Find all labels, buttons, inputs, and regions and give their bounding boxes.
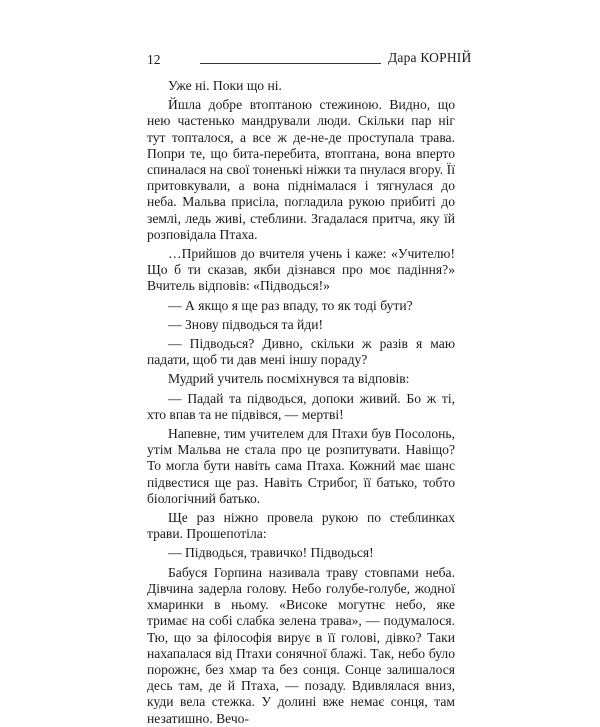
paragraph: Ще раз ніжно провела рукою по стеблинках трави. Прошепотіла:	[147, 510, 455, 542]
paragraph: …Прийшов до вчителя учень і каже: «Учителю! Що б ти сказав, якби дізнався про моє падіння?» Вчитель відповів: «Підводься!»	[147, 246, 455, 294]
body-text	[147, 78, 455, 727]
paragraph: — А якщо я ще раз впаду, то як тоді бути?	[168, 297, 413, 313]
paragraph: — Знову підводься та йди!	[168, 316, 324, 332]
paragraph: Уже ні. Поки що ні.	[168, 78, 282, 93]
paragraph: Бабуся Горпина називала траву стовпами неба. Дівчина задерла голову. Небо голубе-голубе, жодної хмаринки в ньому. «Високе могутнє небо, яке тримає на собі слабка зелена трава», — подумалося. Тю, що за філософія вирує в її голові, дівко? Таки нахапалася від Птахи сонячної блажі. Так, небо було порожнє, без хмар та без сонця. Сонце залишалося десь там, де й Птаха, — позаду. Вдивлялася вниз, куди вела стежка. У долині вже немає сонця, там незатишно. Вечо-	[147, 564, 455, 726]
paragraph: — Падай та підводься, допоки живий. Бо ж ті, хто впав та не підвівся, — мертві!	[147, 390, 455, 422]
running-head-author: Дара КОРНІЙ	[388, 50, 472, 65]
header-rule	[200, 63, 381, 64]
paragraph: — Підводься, травичко! Підводься!	[168, 545, 374, 561]
page-number: 12	[147, 52, 161, 67]
paragraph: Напевне, тим учителем для Птахи був Посолонь, утім Мальва не стала про це розпитувати. Навіщо? То могла бути навіть сама Птаха. Кожний має шанс підвестися ще раз. Навіть Стрибог, її батько, тобто біологічний батько.	[147, 426, 455, 506]
paragraph: Йшла добре втоптаною стежиною. Видно, що нею частенько мандрували люди. Скільки пар ніг тут топталося, а все ж де-не-де проступала трава. Попри те, що бита-перебита, втоптана, вона вперто спиналася на свої тоненькі ніжки та пнулася вгору. Її притовкували, а вона піднімалася і тягнулася до неба. Мальва присіла, погладила рукою прибиті до землі, ледь живі, стеблини. Згадалася притча, яку їй розповідала Птаха.	[147, 97, 455, 242]
paragraph: — Підводься? Дивно, скільки ж разів я маю падати, щоб ти дав мені іншу пораду?	[147, 336, 455, 368]
paragraph: Мудрий учитель посміхнувся та відповів:	[168, 371, 410, 387]
